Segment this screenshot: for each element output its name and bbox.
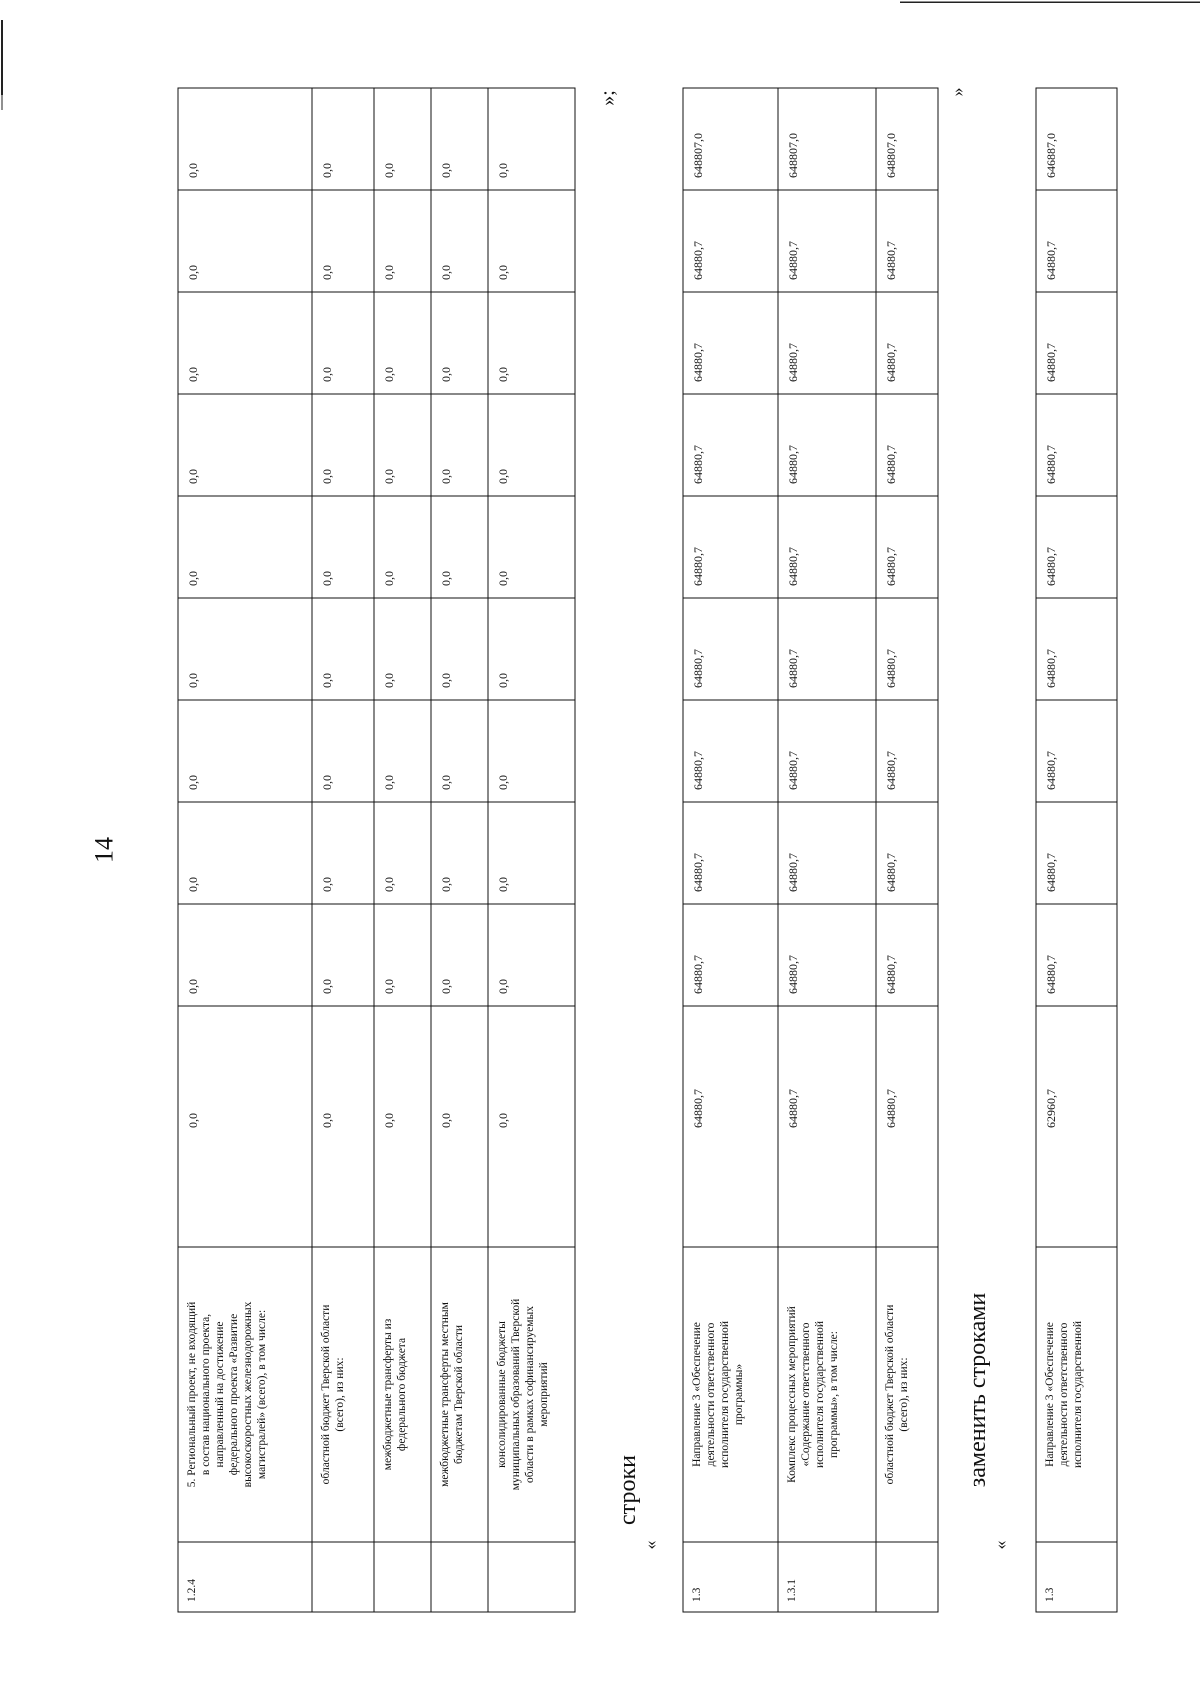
table-cell: 0,0 (185, 367, 200, 382)
table-cell: 0,0 (495, 673, 510, 688)
table-cell: 0,0 (319, 265, 334, 280)
table-cell: 64880,7 (883, 955, 898, 994)
table-cell: 64880,7 (690, 445, 705, 484)
table-cell: 64880,7 (785, 241, 800, 280)
table-end-mark-2: » (947, 87, 967, 97)
table-cell: 62960,7 (1043, 1089, 1058, 1128)
table-cell: 0,0 (381, 1113, 396, 1128)
table-cell: 0,0 (185, 469, 200, 484)
row-label: «Содержание ответственного (800, 1322, 813, 1467)
table-cell: 0,0 (381, 163, 396, 178)
row-number: 1.3 (691, 1587, 704, 1602)
table-cell: 64880,7 (1043, 547, 1058, 586)
table-cell: 64880,7 (785, 1089, 800, 1128)
row-label: деятельности ответственного (705, 1322, 718, 1467)
row-label: областной бюджет Тверской области (884, 1304, 897, 1485)
table-cell: 0,0 (319, 775, 334, 790)
row-label: (всего), из них: (334, 1357, 347, 1432)
row-label: федерального бюджета (396, 1337, 409, 1452)
row-label: исполнителя государственной (719, 1320, 732, 1469)
table-cell: 648807,0 (785, 133, 800, 178)
table-cell: 64880,7 (1043, 955, 1058, 994)
table-cell: 64880,7 (785, 547, 800, 586)
row-label: высокоскоростных железнодорожных (242, 1301, 255, 1488)
table-cell: 64880,7 (1043, 649, 1058, 688)
table-cell: 0,0 (495, 469, 510, 484)
table-cell: 64880,7 (1043, 853, 1058, 892)
table-cell: 64880,7 (690, 751, 705, 790)
table-row (320, 163, 346, 1484)
row-number: 1.2.4 (186, 1579, 199, 1602)
table-cell: 64880,7 (785, 853, 800, 892)
table-cell: 64880,7 (785, 751, 800, 790)
table-cell: 64880,7 (690, 649, 705, 688)
row-label: области в рамках софинансируемых (524, 1305, 537, 1484)
table-direction-3 (683, 88, 938, 1612)
row-label: 5. Региональный проект, не входящий (186, 1301, 199, 1488)
table-cell: 0,0 (185, 571, 200, 586)
table-cell: 0,0 (495, 367, 510, 382)
table-cell: 0,0 (438, 673, 453, 688)
table-cell: 0,0 (319, 877, 334, 892)
row-label: (всего), из них: (898, 1357, 911, 1432)
table-cell: 64880,7 (883, 1089, 898, 1128)
row-label: межбюджетные трансферты местным (439, 1302, 452, 1487)
table-row (884, 133, 910, 1484)
table-cell: 0,0 (495, 775, 510, 790)
table-cell: 64880,7 (690, 547, 705, 586)
table-cell: 0,0 (319, 469, 334, 484)
table-cell: 64880,7 (883, 751, 898, 790)
open-quote-mark: « (640, 1540, 660, 1550)
row-label: мероприятий (538, 1362, 551, 1427)
table-cell: 0,0 (319, 979, 334, 994)
table-cell: 0,0 (381, 775, 396, 790)
table-cell: 0,0 (381, 877, 396, 892)
row-label: консолидированные бюджеты (496, 1321, 509, 1468)
table-cell: 0,0 (438, 163, 453, 178)
table-cell: 64880,7 (785, 955, 800, 994)
table-cell: 0,0 (381, 673, 396, 688)
table-direction-3-replacement (1036, 88, 1117, 1612)
table-cell: 0,0 (381, 979, 396, 994)
table-cell: 0,0 (381, 571, 396, 586)
table-cell: 0,0 (495, 1113, 510, 1128)
table-row (186, 163, 268, 1602)
table-cell: 0,0 (495, 877, 510, 892)
table-cell: 64880,7 (1043, 751, 1058, 790)
section-heading-replace: заменить строками (965, 1292, 991, 1488)
row-label: программы», в том числе: (828, 1331, 841, 1458)
table-cell: 0,0 (319, 1113, 334, 1128)
row-label: исполнителя государственной (814, 1320, 827, 1469)
open-quote-mark: « (990, 1540, 1010, 1550)
table-cell: 0,0 (495, 265, 510, 280)
table-row (496, 163, 550, 1490)
section-heading-rows: строки (615, 1455, 641, 1525)
table-cell: 0,0 (495, 979, 510, 994)
table-cell: 0,0 (319, 673, 334, 688)
table-cell: 0,0 (438, 265, 453, 280)
table-cell: 64880,7 (883, 241, 898, 280)
row-label: федерального проекта «Развитие (228, 1313, 241, 1476)
table-cell: 0,0 (185, 673, 200, 688)
table-cell: 64880,7 (690, 853, 705, 892)
table-cell: 64880,7 (785, 649, 800, 688)
table-cell: 64880,7 (1043, 343, 1058, 382)
row-label: бюджетам Тверской области (453, 1324, 466, 1465)
row-number: 1.3 (1044, 1587, 1057, 1602)
row-number: 1.3.1 (786, 1579, 799, 1602)
table-cell: 0,0 (438, 877, 453, 892)
table-cell: 0,0 (185, 1113, 200, 1128)
table-row (439, 163, 465, 1487)
table-cell: 0,0 (319, 163, 334, 178)
table-cell: 0,0 (185, 979, 200, 994)
table-cell: 648807,0 (883, 133, 898, 178)
table-row (1044, 133, 1084, 1602)
row-label: Направление 3 «Обеспечение (1044, 1322, 1057, 1467)
table-cell: 0,0 (185, 163, 200, 178)
table-cell: 64880,7 (883, 853, 898, 892)
table-cell: 0,0 (495, 163, 510, 178)
table-cell: 64880,7 (883, 547, 898, 586)
row-label: Направление 3 «Обеспечение (691, 1322, 704, 1467)
table-cell: 64880,7 (690, 241, 705, 280)
table-cell: 0,0 (438, 979, 453, 994)
row-label: муниципальных образований Тверской (510, 1298, 523, 1491)
row-label: исполнителя государственной (1072, 1320, 1085, 1469)
table-row (691, 133, 745, 1602)
table-cell: 0,0 (185, 265, 200, 280)
row-label: межбюджетные трансферты из (382, 1318, 395, 1471)
table-cell: 0,0 (319, 367, 334, 382)
table-cell: 0,0 (438, 469, 453, 484)
table-cell: 0,0 (381, 469, 396, 484)
table-cell: 64880,7 (883, 343, 898, 382)
table-cell: 64880,7 (785, 445, 800, 484)
row-label: областной бюджет Тверской области (320, 1304, 333, 1485)
table-cell: 646887,0 (1043, 133, 1058, 178)
row-label: Комплекс процессных мероприятий (786, 1306, 799, 1483)
table-end-mark-1: »; (597, 90, 619, 106)
page-number: 14 (89, 837, 119, 863)
table-cell: 0,0 (438, 775, 453, 790)
row-label: в состав национального проекта, (200, 1313, 213, 1476)
row-label: программы» (733, 1363, 746, 1426)
table-cell: 0,0 (438, 571, 453, 586)
table-row (382, 163, 408, 1470)
table-cell: 64880,7 (785, 343, 800, 382)
table-cell: 648807,0 (690, 133, 705, 178)
table-cell: 64880,7 (1043, 445, 1058, 484)
table-regional-project (178, 88, 575, 1612)
table-row (786, 133, 840, 1602)
table-cell: 64880,7 (690, 1089, 705, 1128)
table-cell: 0,0 (185, 877, 200, 892)
row-label: деятельности ответственного (1058, 1322, 1071, 1467)
table-cell: 0,0 (381, 367, 396, 382)
table-cell: 0,0 (438, 367, 453, 382)
table-cell: 0,0 (438, 1113, 453, 1128)
table-cell: 64880,7 (883, 445, 898, 484)
table-cell: 64880,7 (690, 955, 705, 994)
table-cell: 0,0 (381, 265, 396, 280)
row-label: направленный на достижение (214, 1321, 227, 1468)
row-label: магистралей» (всего), в том числе: (256, 1309, 269, 1480)
table-cell: 0,0 (495, 571, 510, 586)
table-cell: 64880,7 (690, 343, 705, 382)
table-cell: 64880,7 (883, 649, 898, 688)
table-cell: 0,0 (185, 775, 200, 790)
table-cell: 0,0 (319, 571, 334, 586)
table-cell: 64880,7 (1043, 241, 1058, 280)
